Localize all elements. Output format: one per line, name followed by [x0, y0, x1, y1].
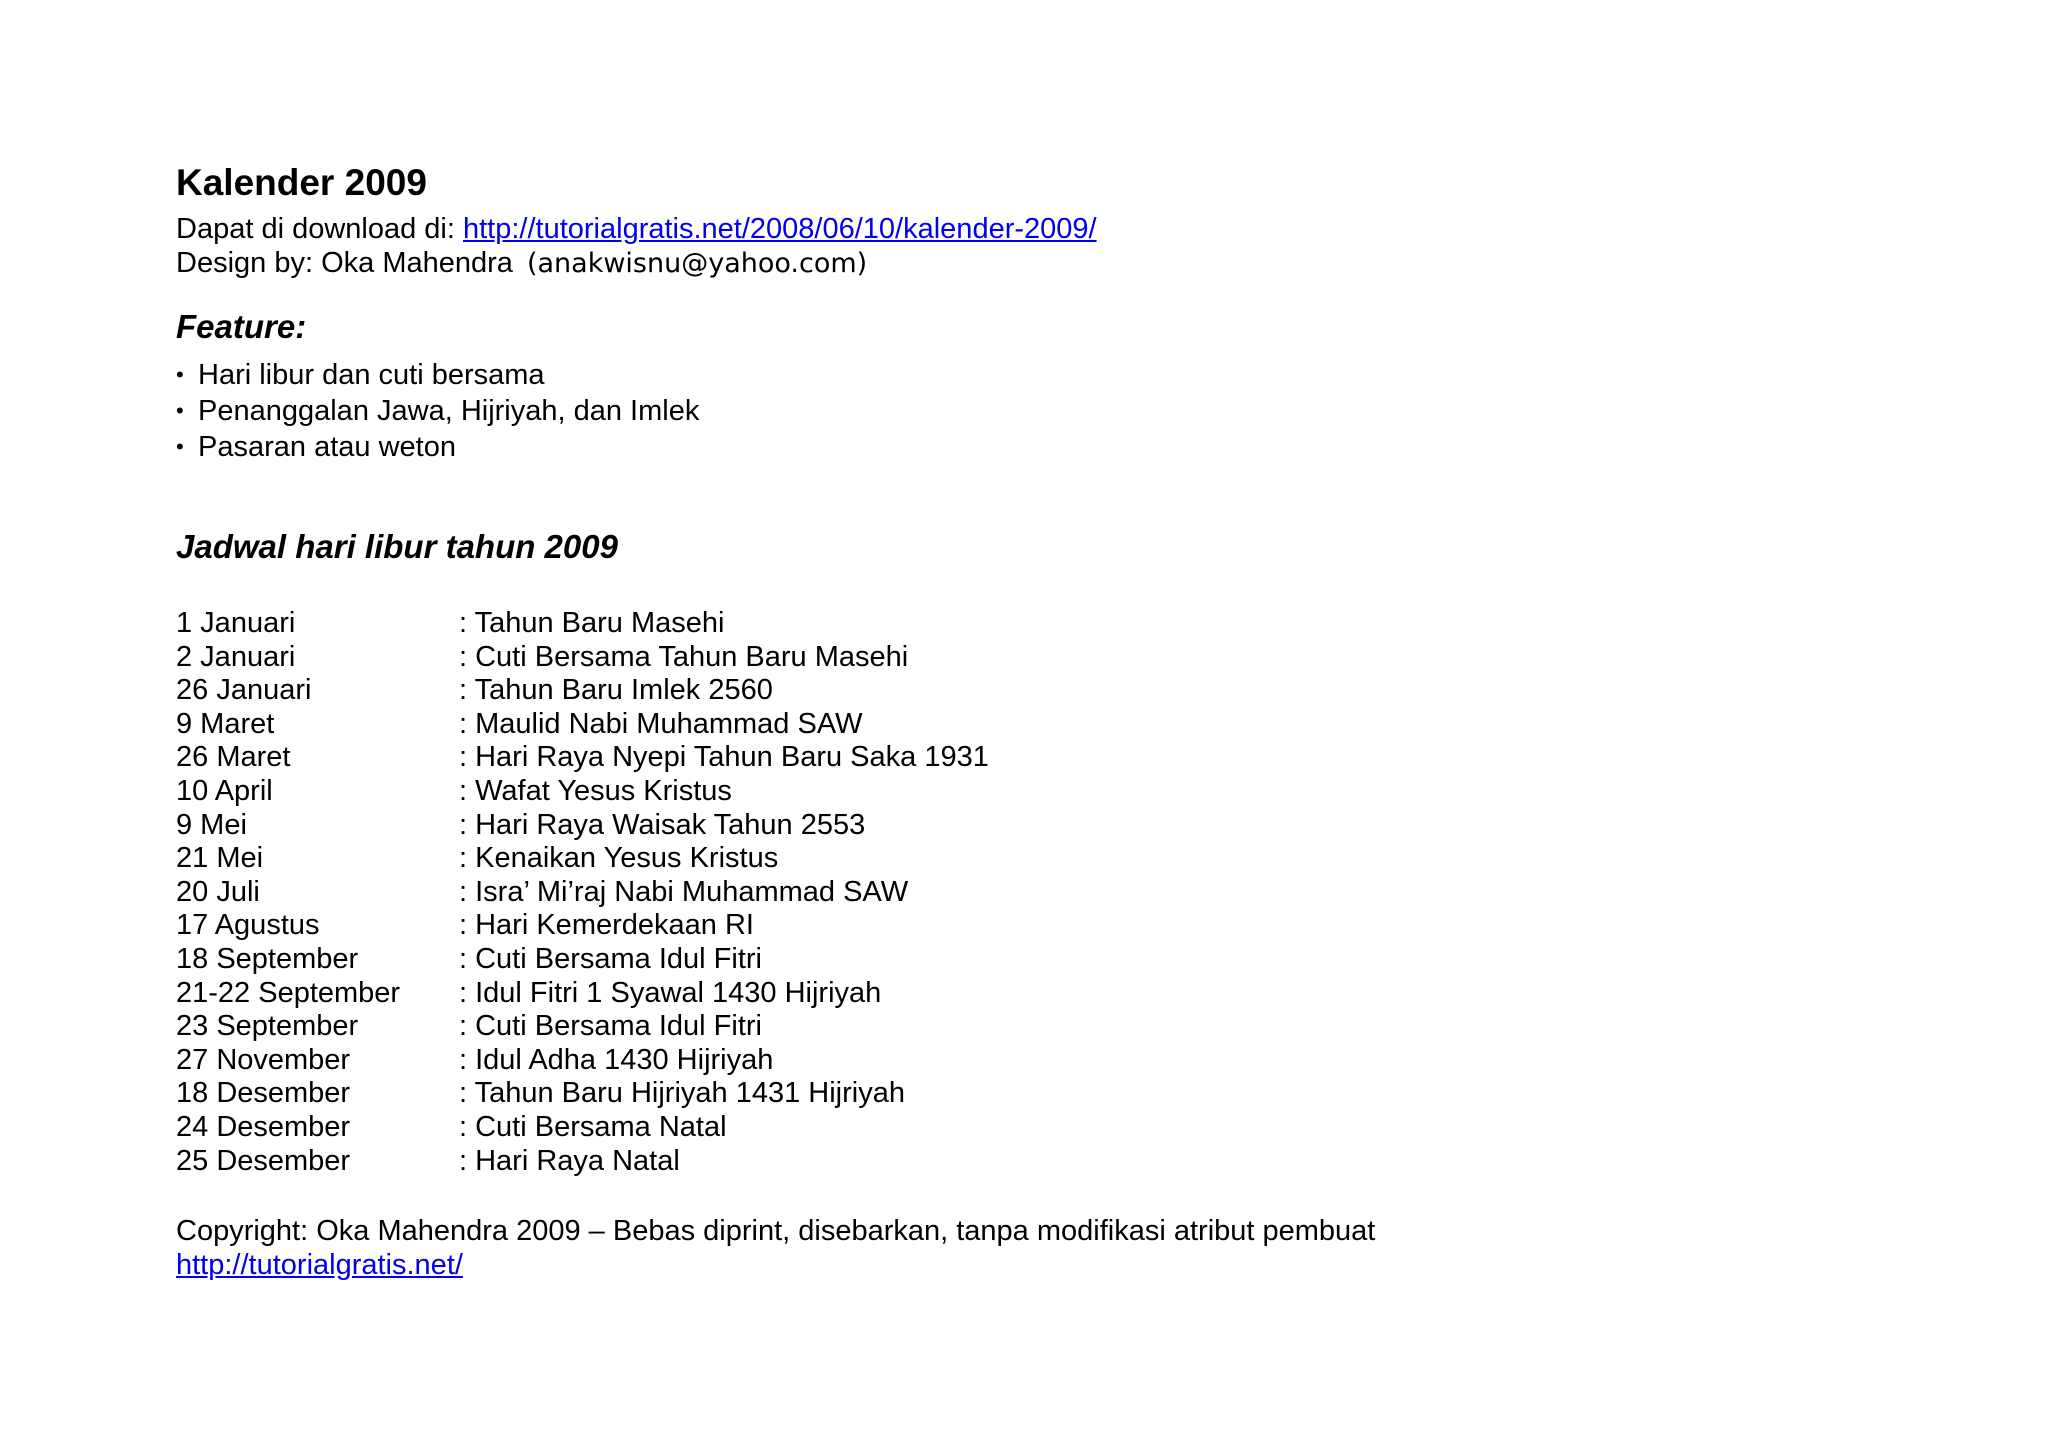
- document-page: [176, 158, 1976, 1282]
- holiday-name: : Kenaikan Yesus Kristus: [459, 842, 779, 875]
- list-item: • Pasaran atau weton: [176, 431, 456, 463]
- feature-heading: Feature:: [176, 308, 307, 345]
- table-row: [176, 1111, 1976, 1145]
- holiday-date: 24 Desember: [176, 1110, 351, 1143]
- design-label: Design by: Oka Mahendra: [176, 247, 513, 279]
- list-item: • Hari libur dan cuti bersama: [176, 359, 545, 391]
- holiday-name: : Hari Raya Waisak Tahun 2553: [459, 808, 866, 841]
- holiday-date: 20 Juli: [176, 875, 260, 908]
- holiday-name: : Wafat Yesus Kristus: [459, 774, 732, 807]
- site-link[interactable]: http://tutorialgratis.net/: [176, 1249, 463, 1282]
- holiday-name: : Hari Raya Natal: [459, 1144, 680, 1177]
- table-row: [176, 876, 1976, 910]
- holiday-date: 26 Maret: [176, 741, 291, 774]
- holiday-name: : Cuti Bersama Natal: [459, 1110, 727, 1143]
- holiday-name: : Cuti Bersama Idul Fitri: [459, 1010, 762, 1043]
- holiday-date: 1 Januari: [176, 607, 296, 639]
- table-row: [176, 607, 1976, 641]
- list-item: • Penanggalan Jawa, Hijriyah, dan Imlek: [176, 395, 700, 427]
- holiday-name: : Tahun Baru Masehi: [459, 607, 725, 639]
- footer-link-line: [176, 1248, 1976, 1282]
- table-row: [176, 674, 1976, 708]
- table-row: [176, 775, 1976, 809]
- holiday-name: : Maulid Nabi Muhammad SAW: [459, 707, 863, 740]
- document-title: Kalender 2009: [176, 162, 427, 203]
- holiday-date: 2 Januari: [176, 640, 296, 673]
- table-row: [176, 741, 1976, 775]
- table-row: [176, 909, 1976, 943]
- table-row: [176, 1077, 1976, 1111]
- holiday-name: : Hari Raya Nyepi Tahun Baru Saka 1931: [459, 741, 989, 774]
- holiday-date: 18 Desember: [176, 1077, 351, 1110]
- holiday-name: : Tahun Baru Imlek 2560: [459, 674, 773, 707]
- bullet-icon: •: [176, 398, 184, 423]
- holiday-name: : Hari Kemerdekaan RI: [459, 909, 754, 942]
- table-row: [176, 641, 1976, 675]
- table-row: [176, 943, 1976, 977]
- holiday-name: : Cuti Bersama Idul Fitri: [459, 942, 762, 975]
- copyright-line: Copyright: Oka Mahendra 2009 – Bebas diprint, disebarkan, tanpa modifikasi atribut pembuat: [176, 1215, 1376, 1248]
- table-row: [176, 809, 1976, 843]
- holiday-date: 26 Januari: [176, 674, 312, 707]
- holiday-date: 10 April: [176, 774, 273, 807]
- holiday-date: 21-22 September: [176, 976, 401, 1009]
- holiday-name: : Tahun Baru Hijriyah 1431 Hijriyah: [459, 1077, 905, 1110]
- design-line: [176, 246, 1976, 281]
- holiday-date: 21 Mei: [176, 842, 264, 875]
- feature-list: [176, 357, 1976, 465]
- table-row: [176, 1010, 1976, 1044]
- holiday-date: 25 Desember: [176, 1144, 351, 1177]
- holiday-name: : Cuti Bersama Tahun Baru Masehi: [459, 640, 909, 673]
- holiday-date: 17 Agustus: [176, 909, 320, 942]
- table-row: [176, 1145, 1976, 1179]
- holiday-date: 9 Mei: [176, 808, 247, 841]
- bullet-icon: •: [176, 434, 184, 459]
- holiday-list: [176, 607, 1976, 1178]
- holiday-date: 23 September: [176, 1010, 359, 1043]
- table-row: [176, 708, 1976, 742]
- download-link[interactable]: http://tutorialgratis.net/2008/06/10/kalender-2009/: [462, 213, 1097, 245]
- table-row: [176, 977, 1976, 1011]
- holiday-date: 9 Maret: [176, 707, 275, 740]
- bullet-icon: •: [176, 362, 184, 387]
- holiday-heading: Jadwal hari libur tahun 2009: [176, 528, 618, 565]
- holiday-name: : Idul Adha 1430 Hijriyah: [459, 1043, 774, 1076]
- holiday-name: : Idul Fitri 1 Syawal 1430 Hijriyah: [459, 976, 882, 1009]
- table-row: [176, 1044, 1976, 1078]
- holiday-date: 27 November: [176, 1043, 351, 1076]
- download-label: Dapat di download di:: [176, 213, 463, 245]
- download-line: [176, 212, 1976, 246]
- designer-email: (anakwisnu@yahoo.com): [526, 248, 868, 279]
- holiday-date: 18 September: [176, 942, 359, 975]
- table-row: [176, 842, 1976, 876]
- holiday-name: : Isra’ Mi’raj Nabi Muhammad SAW: [459, 875, 909, 908]
